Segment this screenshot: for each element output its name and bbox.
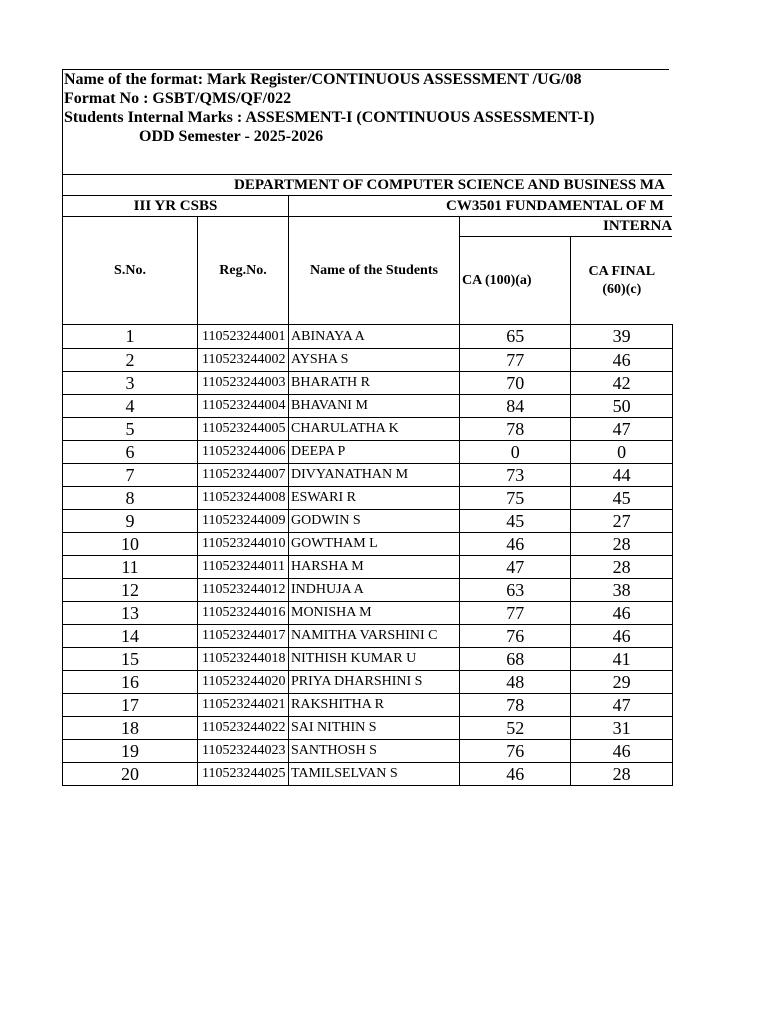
ca-mark-cell: 46 <box>460 533 571 556</box>
serial-number-cell: 16 <box>63 671 198 694</box>
student-name-cell: SANTHOSH S <box>289 740 460 763</box>
serial-number-cell: 9 <box>63 510 198 533</box>
format-number: Format No : GSBT/QMS/QF/022 <box>64 90 292 107</box>
reg-number-cell: 110523244011 <box>198 556 289 579</box>
serial-number-cell: 8 <box>63 487 198 510</box>
ca-final-mark-cell: 39 <box>571 325 672 349</box>
class-course-row <box>63 196 673 217</box>
ca-final-mark-cell: 44 <box>571 464 672 487</box>
ca-mark-cell: 84 <box>460 395 571 418</box>
ca-final-mark-cell: 42 <box>571 372 672 395</box>
student-name-cell: MONISHA M <box>289 602 460 625</box>
reg-number-cell: 110523244010 <box>198 533 289 556</box>
format-name: Name of the format: Mark Register/CONTINUOUS ASSESSMENT /UG/08 <box>64 71 582 88</box>
student-name-cell: TAMILSELVAN S <box>289 763 460 786</box>
student-name-cell: ABINAYA A <box>289 325 460 349</box>
internal-header-row <box>63 217 673 237</box>
table-row <box>63 533 673 556</box>
ca-mark-cell: 73 <box>460 464 571 487</box>
internal-marks-title: Students Internal Marks : ASSESMENT-I (CONTINUOUS ASSESSMENT-I) <box>64 109 595 126</box>
reg-number-cell: 110523244004 <box>198 395 289 418</box>
serial-number-cell: 14 <box>63 625 198 648</box>
table-row <box>63 464 673 487</box>
reg-number-cell: 110523244005 <box>198 418 289 441</box>
ca-final-mark-cell: 28 <box>571 556 672 579</box>
ca-final-mark-cell: 47 <box>571 418 672 441</box>
ca-final-mark-cell: 38 <box>571 579 672 602</box>
ca-final-label: CA FINAL <box>588 263 656 279</box>
student-name-cell: HARSHA M <box>289 556 460 579</box>
col-ca-final-header <box>571 237 672 325</box>
ca-final-mark-cell: 45 <box>571 487 672 510</box>
table-row <box>63 648 673 671</box>
table-row <box>63 740 673 763</box>
ca-mark-cell: 76 <box>460 625 571 648</box>
table-row <box>63 625 673 648</box>
ca-mark-cell: 77 <box>460 349 571 372</box>
ca-final-mark-cell: 46 <box>571 740 672 763</box>
col-ca-header: CA (100)(a) <box>460 237 571 325</box>
table-row <box>63 372 673 395</box>
ca-mark-cell: 70 <box>460 372 571 395</box>
table-row <box>63 763 673 786</box>
serial-number-cell: 13 <box>63 602 198 625</box>
ca-mark-cell: 46 <box>460 763 571 786</box>
reg-number-cell: 110523244020 <box>198 671 289 694</box>
ca-final-mark-cell: 46 <box>571 602 672 625</box>
student-name-cell: GODWIN S <box>289 510 460 533</box>
student-name-cell: RAKSHITHA R <box>289 694 460 717</box>
ca-mark-cell: 65 <box>460 325 571 349</box>
reg-number-cell: 110523244012 <box>198 579 289 602</box>
reg-number-cell: 110523244009 <box>198 510 289 533</box>
ca-final-mark-cell: 29 <box>571 671 672 694</box>
ca-mark-cell: 45 <box>460 510 571 533</box>
ca-mark-cell: 78 <box>460 418 571 441</box>
table-row <box>63 325 673 349</box>
serial-number-cell: 10 <box>63 533 198 556</box>
ca-mark-cell: 52 <box>460 717 571 740</box>
reg-number-cell: 110523244025 <box>198 763 289 786</box>
student-name-cell: ESWARI R <box>289 487 460 510</box>
table-row <box>63 395 673 418</box>
serial-number-cell: 5 <box>63 418 198 441</box>
student-name-cell: INDHUJA A <box>289 579 460 602</box>
reg-number-cell: 110523244018 <box>198 648 289 671</box>
ca-final-mark-cell: 46 <box>571 349 672 372</box>
table-row <box>63 441 673 464</box>
serial-number-cell: 1 <box>63 325 198 349</box>
serial-number-cell: 18 <box>63 717 198 740</box>
reg-number-cell: 110523244008 <box>198 487 289 510</box>
ca-final-mark-cell: 41 <box>571 648 672 671</box>
student-name-cell: DIVYANATHAN M <box>289 464 460 487</box>
student-name-cell: NAMITHA VARSHINI C <box>289 625 460 648</box>
reg-number-cell: 110523244006 <box>198 441 289 464</box>
student-name-cell: CHARULATHA K <box>289 418 460 441</box>
serial-number-cell: 11 <box>63 556 198 579</box>
ca-final-mark-cell: 28 <box>571 763 672 786</box>
department-title: DEPARTMENT OF COMPUTER SCIENCE AND BUSINESS MA <box>63 175 673 196</box>
reg-number-cell: 110523244023 <box>198 740 289 763</box>
serial-number-cell: 15 <box>63 648 198 671</box>
serial-number-cell: 2 <box>63 349 198 372</box>
mark-register-table <box>62 174 673 786</box>
ca-final-mark-cell: 27 <box>571 510 672 533</box>
ca-final-mark-cell: 50 <box>571 395 672 418</box>
ca-mark-cell: 75 <box>460 487 571 510</box>
student-name-cell: AYSHA S <box>289 349 460 372</box>
reg-number-cell: 110523244002 <box>198 349 289 372</box>
class-label: III YR CSBS <box>63 196 289 217</box>
ca-mark-cell: 63 <box>460 579 571 602</box>
reg-number-cell: 110523244003 <box>198 372 289 395</box>
internal-header: INTERNA <box>460 217 673 237</box>
serial-number-cell: 19 <box>63 740 198 763</box>
ca-final-mark-cell: 28 <box>571 533 672 556</box>
serial-number-cell: 20 <box>63 763 198 786</box>
ca-final-max: (60)(c) <box>602 281 642 297</box>
col-sno-header: S.No. <box>63 217 198 325</box>
table-row <box>63 694 673 717</box>
semester-label: ODD Semester - 2025-2026 <box>139 128 324 145</box>
col-name-header: Name of the Students <box>289 217 460 325</box>
student-name-cell: BHAVANI M <box>289 395 460 418</box>
ca-mark-cell: 68 <box>460 648 571 671</box>
ca-mark-cell: 77 <box>460 602 571 625</box>
ca-mark-cell: 78 <box>460 694 571 717</box>
student-name-cell: PRIYA DHARSHINI S <box>289 671 460 694</box>
student-name-cell: NITHISH KUMAR U <box>289 648 460 671</box>
ca-mark-cell: 0 <box>460 441 571 464</box>
table-row <box>63 510 673 533</box>
student-name-cell: DEEPA P <box>289 441 460 464</box>
serial-number-cell: 3 <box>63 372 198 395</box>
reg-number-cell: 110523244016 <box>198 602 289 625</box>
student-name-cell: GOWTHAM L <box>289 533 460 556</box>
table-row <box>63 671 673 694</box>
table-row <box>63 579 673 602</box>
table-row <box>63 349 673 372</box>
ca-final-mark-cell: 31 <box>571 717 672 740</box>
ca-mark-cell: 47 <box>460 556 571 579</box>
serial-number-cell: 7 <box>63 464 198 487</box>
table-row <box>63 556 673 579</box>
reg-number-cell: 110523244017 <box>198 625 289 648</box>
table-row <box>63 418 673 441</box>
student-name-cell: BHARATH R <box>289 372 460 395</box>
table-row <box>63 717 673 740</box>
col-regno-header: Reg.No. <box>198 217 289 325</box>
table-row <box>63 602 673 625</box>
student-name-cell: SAI NITHIN S <box>289 717 460 740</box>
serial-number-cell: 4 <box>63 395 198 418</box>
serial-number-cell: 12 <box>63 579 198 602</box>
reg-number-cell: 110523244001 <box>198 325 289 349</box>
ca-mark-cell: 48 <box>460 671 571 694</box>
reg-number-cell: 110523244021 <box>198 694 289 717</box>
department-row <box>63 175 673 196</box>
ca-final-mark-cell: 0 <box>571 441 672 464</box>
serial-number-cell: 6 <box>63 441 198 464</box>
serial-number-cell: 17 <box>63 694 198 717</box>
reg-number-cell: 110523244022 <box>198 717 289 740</box>
ca-final-mark-cell: 46 <box>571 625 672 648</box>
course-title: CW3501 FUNDAMENTAL OF M <box>289 196 673 217</box>
ca-final-mark-cell: 47 <box>571 694 672 717</box>
reg-number-cell: 110523244007 <box>198 464 289 487</box>
table-row <box>63 487 673 510</box>
ca-mark-cell: 76 <box>460 740 571 763</box>
